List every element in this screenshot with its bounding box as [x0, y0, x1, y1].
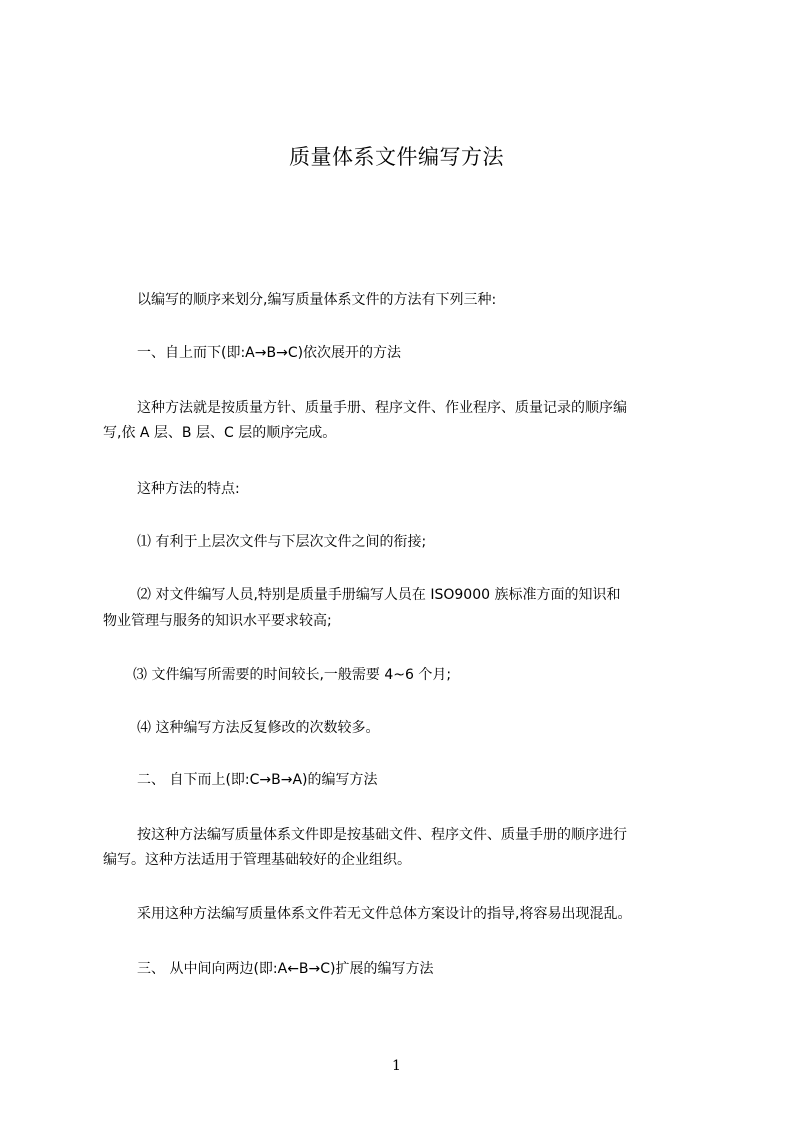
feature-item-2 [137, 583, 707, 607]
features-label: 这种方法的特点: [137, 481, 240, 497]
section3-heading: 三、 从中间向两边(即:A←B→C)扩展的编写方法 [137, 961, 434, 977]
page-number: 1 [392, 1058, 401, 1074]
section1-description-line2: 写,依 A 层、B 层、C 层的顺序完成。 [103, 425, 337, 441]
feature-item-2-line2: 物业管理与服务的知识水平要求较高; [103, 613, 332, 629]
section1-heading: 一、自上而下(即:A→B→C)依次展开的方法 [137, 345, 402, 361]
section2-description-line2: 编写。这种方法适用于管理基础较好的企业组织。 [103, 852, 411, 868]
feature-item-1: ⑴ 有利于上层次文件与下层次文件之间的衔接; [137, 534, 427, 550]
section2-note: 采用这种方法编写质量体系文件若无文件总体方案设计的指导,将容易出现混乱。 [137, 906, 632, 922]
section2-description [137, 823, 707, 847]
section2-description-cont [103, 848, 703, 872]
document-title: 质量体系文件编写方法 [289, 145, 504, 169]
section1-description [137, 396, 707, 420]
section2-heading: 二、 自下而上(即:C→B→A)的编写方法 [137, 772, 378, 788]
section1-description-line1: 这种方法就是按质量方针、质量手册、程序文件、作业程序、质量记录的顺序编 [137, 400, 627, 416]
feature-item-2-line1: ⑵ 对文件编写人员,特别是质量手册编写人员在 ISO9000 族标准方面的知识和 [137, 587, 621, 603]
feature-item-2-cont [103, 609, 703, 633]
section2-description-line1: 按这种方法编写质量体系文件即是按基础文件、程序文件、质量手册的顺序进行 [137, 827, 627, 843]
section1-description-cont [103, 421, 703, 445]
intro-paragraph: 以编写的顺序来划分,编写质量体系文件的方法有下列三种: [137, 292, 497, 308]
feature-item-4: ⑷ 这种编写方法反复修改的次数较多。 [137, 720, 380, 736]
feature-item-3: ⑶ 文件编写所需要的时间较长,一般需要 4~6 个月; [133, 667, 452, 683]
